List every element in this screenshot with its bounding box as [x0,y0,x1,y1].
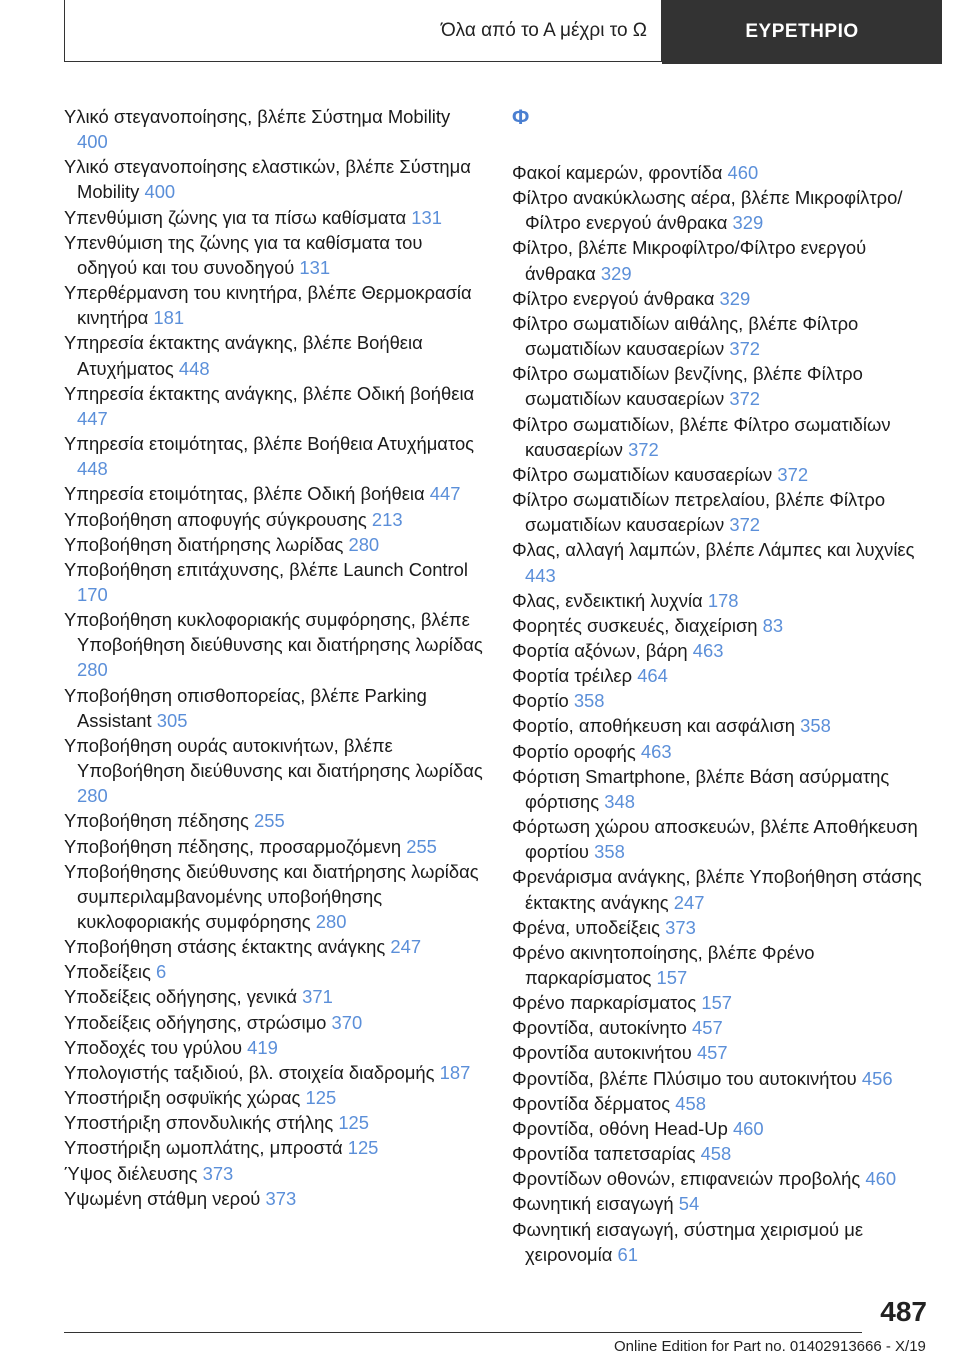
page-link[interactable]: 170 [77,583,108,605]
entry-term: Υποβοήθηση επιτάχυνσης, βλέπε Launch Control [64,558,468,580]
index-entry [512,462,932,487]
page-link[interactable]: 329 [719,287,751,309]
index-column-right [512,104,932,1267]
page-link[interactable]: 358 [800,715,831,737]
page-link[interactable]: 447 [429,483,461,505]
index-entry [64,230,484,280]
index-entry [64,507,484,532]
entry-term: Υποδείξεις [64,961,151,983]
page-link[interactable]: 280 [77,659,108,681]
entry-term: Υποβοήθηση οπισθοπορείας, βλέπε Parking Assistant [64,684,427,731]
entry-term: Υψωμένη στάθμη νερού [64,1187,261,1209]
entry-term: Φλας, ενδεικτική λυχνία [512,589,703,611]
index-entry [512,688,932,713]
entry-term: Υπενθύμιση ζώνης για τα πίσω καθίσματα [64,206,407,228]
entry-term: Υπηρεσία έκτακτης ανάγκης, βλέπε Οδική βοήθεια [64,382,475,404]
page-link[interactable]: 125 [305,1087,337,1109]
index-entry [512,713,932,738]
entry-term: Φορτίο [512,690,569,712]
page-link[interactable]: 460 [732,1117,764,1139]
page-link[interactable]: 372 [729,338,761,360]
index-entry [512,915,932,940]
entry-term: Φροντίδα, βλέπε Πλύσιμο του αυτοκινήτου [512,1067,857,1089]
page-link[interactable]: 443 [525,564,556,586]
entry-term: Υποστήριξη οσφυϊκής χώρας [64,1087,301,1109]
entry-term: Φροντίδα, αυτοκίνητο [512,1017,687,1039]
index-entry [512,1066,932,1091]
page-link[interactable]: 6 [155,961,167,983]
index-entry [512,739,932,764]
index-entry [512,1040,932,1065]
entry-term: Υπολογιστής ταξιδιού, βλ. στοιχεία διαδρομής [64,1061,435,1083]
edition-text: Online Edition for Part no. 01402913666 - X/19 [614,1338,926,1355]
page-link[interactable]: 448 [178,357,210,379]
page-link[interactable]: 371 [302,986,333,1008]
page-link[interactable]: 458 [700,1143,732,1165]
entry-term: Υποστήριξη ωμοπλάτης, μπροστά [64,1137,343,1159]
page-link[interactable]: 458 [675,1092,706,1114]
index-entry [64,1010,484,1035]
index-entry [64,280,484,330]
index-entry [512,588,932,613]
index-entry [64,959,484,984]
page-link[interactable]: 125 [347,1137,379,1159]
entry-term: Φρένο παρκαρίσματος [512,992,697,1014]
entry-term: Φίλτρο σωματιδίων, βλέπε Φίλτρο σωματιδίων καυσαερίων [512,413,891,460]
page-link[interactable]: 419 [247,1036,278,1058]
entry-term: Υποβοήθηση διατήρησης λωρίδας [64,533,344,555]
entry-term: Φορτία αξόνων, βάρη [512,639,688,661]
page-link[interactable]: 255 [406,835,437,857]
page-link[interactable]: 181 [153,307,185,329]
entry-term: Υποστήριξη σπονδυλικής στήλης [64,1112,334,1134]
page-link[interactable]: 372 [729,514,761,536]
index-entry [64,934,484,959]
page-header [64,0,942,64]
entry-term: Φίλτρο σωματιδίων καυσαερίων [512,463,773,485]
entry-term: Υπηρεσία ετοιμότητας, βλέπε Οδική βοήθεια [64,483,425,505]
index-entry [512,663,932,688]
entry-term: Φωνητική εισαγωγή [512,1193,674,1215]
entry-term: Υποδείξεις οδήγησης, γενικά [64,986,297,1008]
index-entry [512,1015,932,1040]
page-link[interactable]: 329 [732,212,764,234]
index-entry [64,683,484,733]
page-link[interactable]: 83 [762,614,784,636]
page-link[interactable]: 131 [299,256,331,278]
entry-term: Φίλτρο ενεργού άνθρακα [512,287,715,309]
entry-term: Υποδοχές του γρύλου [64,1036,243,1058]
page-link[interactable]: 54 [678,1193,700,1215]
index-entry [512,814,932,864]
page-link[interactable]: 131 [411,206,442,228]
entry-term: Φρένα, υποδείξεις [512,916,660,938]
page-link[interactable]: 372 [729,388,761,410]
page-link[interactable]: 460 [865,1168,897,1190]
index-entry [64,481,484,506]
index-entry [512,1116,932,1141]
page-link[interactable]: 400 [77,131,108,153]
entry-term: Φωνητική εισαγωγή, σύστημα χειρισμού με χειρονομία [512,1218,864,1265]
page-link[interactable]: 447 [77,407,108,429]
index-entry [64,733,484,808]
index-entry [512,412,932,462]
entry-term: Φορτίο οροφής [512,740,636,762]
page-link[interactable]: 157 [656,967,688,988]
entry-term: Υπηρεσία έκτακτης ανάγκης, βλέπε Βοήθεια Ατυχήματος [64,332,423,379]
entry-term: Υλικό στεγανοποίησης, βλέπε Σύστημα Mobility [64,106,451,127]
page-link[interactable]: 373 [665,916,696,938]
page-link[interactable]: 372 [777,463,809,485]
entry-term: Υπενθύμιση της ζώνης για τα καθίσματα του οδηγού και του συνοδηγού [64,231,423,278]
index-entry [512,613,932,638]
page-link[interactable]: 280 [348,533,380,555]
section-title: Όλα από το Α μέχρι το Ω [64,0,662,62]
page-link[interactable]: 329 [600,262,632,284]
entry-term: Φίλτρο ανακύκλωσης αέρα, βλέπε Μικροφίλτρο/Φίλτρο ενεργού άνθρακα [512,187,903,234]
entry-term: Υπερθέρμανση του κινητήρα, βλέπε Θερμοκρασία κινητήρα [64,282,472,329]
index-entry [64,104,484,154]
index-entry [64,1186,484,1211]
index-entry [64,1035,484,1060]
index-entry [64,984,484,1009]
entry-term: Υποβοήθηση πέδησης [64,810,249,832]
index-tab[interactable]: ΕΥΡΕΤΗΡΙΟ [662,0,942,64]
index-column-left [64,104,484,1211]
index-entry [64,431,484,481]
entry-term: Φακοί καμερών, φροντίδα [512,162,723,183]
page-link[interactable]: 255 [254,810,285,832]
index-entry [512,1217,932,1267]
index-entry [64,154,484,204]
entry-term: Φρένο ακινητοποίησης, βλέπε Φρένο παρκαρίσματος [512,941,815,988]
page-link[interactable]: 305 [156,709,188,731]
entry-term: Φορτία τρέιλερ [512,665,633,687]
index-entry [512,940,932,990]
index-entry [512,537,932,587]
index-entry [512,764,932,814]
index-entry [64,557,484,607]
entry-term: Υποβοήθηση ουράς αυτοκινήτων, βλέπε Υποβοήθηση διεύθυνσης και διατήρησης λωρίδας [64,734,483,782]
page-link[interactable]: 463 [692,639,724,661]
page-link[interactable]: 464 [637,665,668,687]
entry-term: Υποβοήθησης διεύθυνσης και διατήρησης λωρίδας συμπεριλαμβανομένης υποβοήθησης κυκλοφοριακής συμφόρησης [64,860,479,932]
page-link[interactable]: 247 [390,936,422,958]
entry-term: Φίλτρο σωματιδίων βενζίνης, βλέπε Φίλτρο σωματιδίων καυσαερίων [512,363,863,410]
index-entry [64,1060,484,1085]
index-entries-right [512,160,932,1267]
page-link[interactable]: 400 [144,181,176,203]
footer-divider [64,1332,862,1333]
page-link[interactable]: 213 [371,508,403,530]
page-link[interactable]: 157 [701,992,733,1014]
index-entry [64,607,484,682]
entry-term: Υπηρεσία ετοιμότητας, βλέπε Βοήθεια Ατυχήματος [64,433,475,455]
index-entry [64,834,484,859]
entry-term: Υλικό στεγανοποίησης ελαστικών, βλέπε Σύστημα Mobility [64,156,471,203]
entry-term: Φλας, αλλαγή λαμπών, βλέπε Λάμπες και λυχνίες [512,539,915,561]
index-entry [64,1135,484,1160]
index-entry [512,487,932,537]
entry-term: Υποβοήθηση στάσης έκτακτης ανάγκης [64,936,386,958]
entry-term: Ύψος διέλευσης [64,1162,198,1184]
index-entry [64,205,484,230]
index-entry [512,638,932,663]
entry-term: Φροντίδα, οθόνη Head-Up [512,1117,728,1139]
entry-term: Φίλτρο σωματιδίων πετρελαίου, βλέπε Φίλτρο σωματιδίων καυσαερίων [512,489,886,536]
index-entry [512,286,932,311]
page-link[interactable]: 178 [707,589,739,611]
entry-term: Φορητές συσκευές, διαχείριση [512,614,758,636]
entry-term: Φίλτρο σωματιδίων αιθάλης, βλέπε Φίλτρο σωματιδίων καυσαερίων [512,312,859,360]
index-entry [512,1166,932,1191]
page-link[interactable]: 457 [696,1042,728,1064]
page-link[interactable]: 280 [315,911,347,932]
page-link[interactable]: 448 [77,458,108,480]
entry-term: Φίλτρο, βλέπε Μικροφίλτρο/Φίλτρο ενεργού άνθρακα [512,237,867,284]
index-entry [512,990,932,1015]
entry-term: Φόρτιση Smartphone, βλέπε Βάση ασύρματης φόρτισης [512,765,890,812]
index-entry [512,235,932,285]
entry-term: Φροντίδων οθονών, επιφανειών προβολής [512,1168,861,1190]
index-entry [64,1161,484,1186]
index-entry [512,311,932,361]
page-link[interactable]: 247 [673,891,705,913]
entry-term: Υποβοήθηση πέδησης, προσαρμοζόμενη [64,835,402,857]
page-link[interactable]: 463 [640,740,672,762]
page-link[interactable]: 358 [573,690,605,712]
index-entry [64,330,484,380]
letter-heading: Φ [512,106,530,129]
entry-term: Φόρτωση χώρου αποσκευών, βλέπε Αποθήκευση φορτίου [512,816,918,863]
page-link[interactable]: 61 [617,1243,638,1265]
page-link[interactable]: 373 [265,1187,297,1209]
index-entry [512,185,932,235]
index-entry [64,808,484,833]
page-link[interactable]: 358 [594,841,625,863]
page-link[interactable]: 460 [727,162,759,183]
page-number: 487 [880,1296,927,1327]
entry-term: Φροντίδα δέρματος [512,1092,671,1114]
index-entry [512,160,932,185]
page-link[interactable]: 373 [202,1162,234,1184]
index-entry [64,1110,484,1135]
index-entry [512,1141,932,1166]
index-entry [512,1191,932,1216]
index-entry [64,1085,484,1110]
entry-term: Υποβοήθηση αποφυγής σύγκρουσης [64,508,367,530]
entry-term: Φρενάρισμα ανάγκης, βλέπε Υποβοήθηση στάσης έκτακτης ανάγκης [512,866,922,913]
index-entry [512,1091,932,1116]
entry-term: Υποβοήθηση κυκλοφοριακής συμφόρησης, βλέπε Υποβοήθηση διεύθυνσης και διατήρησης λωρίδας [64,609,483,656]
entry-term: Φορτίο, αποθήκευση και ασφάλιση [512,715,795,737]
page-link[interactable]: 370 [331,1011,363,1033]
page-link[interactable]: 456 [861,1067,893,1089]
index-entry [512,361,932,411]
index-entry [64,859,484,934]
page-link[interactable]: 125 [338,1112,369,1134]
index-entry [512,864,932,914]
page-link[interactable]: 187 [439,1061,471,1083]
entry-term: Υποδείξεις οδήγησης, στρώσιμο [64,1011,327,1033]
index-entry [64,381,484,431]
page-link[interactable]: 348 [604,790,635,812]
index-entry [64,532,484,557]
page-link[interactable]: 372 [628,438,659,460]
page-link[interactable]: 457 [691,1017,723,1039]
page-link[interactable]: 280 [77,785,108,807]
entry-term: Φροντίδα αυτοκινήτου [512,1042,692,1064]
entry-term: Φροντίδα ταπετσαρίας [512,1143,696,1165]
